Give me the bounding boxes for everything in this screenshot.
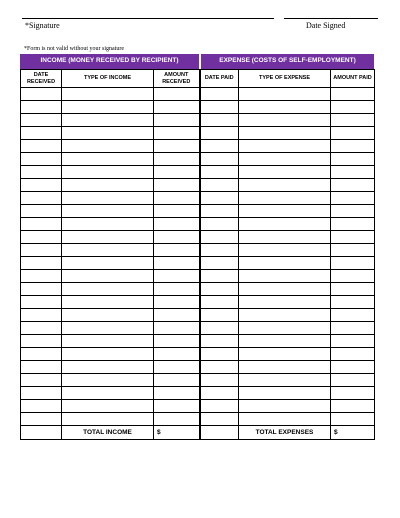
date-paid-cell[interactable]	[200, 244, 239, 257]
date-received-cell[interactable]	[21, 101, 62, 114]
amount-paid-cell[interactable]	[331, 192, 375, 205]
total-income-label: TOTAL INCOME	[62, 426, 154, 440]
amount-paid-cell[interactable]	[331, 179, 375, 192]
date-paid-cell[interactable]	[200, 361, 239, 374]
type-expense-cell[interactable]	[239, 296, 331, 309]
ledger-row	[21, 257, 375, 270]
amount-paid-cell[interactable]	[331, 101, 375, 114]
amount-received-cell[interactable]	[154, 140, 200, 153]
amount-received-cell[interactable]	[154, 387, 200, 400]
date-paid-cell[interactable]	[200, 179, 239, 192]
ledger-row	[21, 387, 375, 400]
type-expense-cell[interactable]	[239, 283, 331, 296]
date-paid-cell[interactable]	[200, 257, 239, 270]
date-paid-cell[interactable]	[200, 413, 239, 426]
date-received-cell[interactable]	[21, 296, 62, 309]
date-paid-cell[interactable]	[200, 153, 239, 166]
amount-paid-cell[interactable]	[331, 309, 375, 322]
ledger-row	[21, 400, 375, 413]
amount-paid-cell[interactable]	[331, 140, 375, 153]
type-income-cell[interactable]	[62, 218, 154, 231]
ledger-row	[21, 179, 375, 192]
date-paid-cell[interactable]	[200, 348, 239, 361]
ledger-row	[21, 192, 375, 205]
date-received-cell[interactable]	[21, 400, 62, 413]
type-expense-cell[interactable]	[239, 309, 331, 322]
date-paid-cell[interactable]	[200, 296, 239, 309]
amount-paid-cell[interactable]	[331, 322, 375, 335]
expense-section-header: EXPENSE (COSTS OF SELF-EMPLOYMENT)	[219, 57, 356, 64]
date-paid-cell[interactable]	[200, 127, 239, 140]
col-type-expense: TYPE OF EXPENSE	[239, 70, 331, 88]
amount-paid-cell[interactable]	[331, 127, 375, 140]
type-income-cell[interactable]	[62, 153, 154, 166]
amount-received-cell[interactable]	[154, 400, 200, 413]
date-received-cell[interactable]	[21, 127, 62, 140]
ledger-row	[21, 361, 375, 374]
col-type-income: TYPE OF INCOME	[62, 70, 154, 88]
date-received-cell[interactable]	[21, 270, 62, 283]
total-expenses-label: TOTAL EXPENSES	[239, 426, 331, 440]
amount-received-cell[interactable]	[154, 218, 200, 231]
type-income-cell[interactable]	[62, 231, 154, 244]
type-expense-cell[interactable]	[239, 127, 331, 140]
date-paid-cell[interactable]	[200, 309, 239, 322]
type-expense-cell[interactable]	[239, 335, 331, 348]
signature-line	[22, 18, 274, 19]
type-income-cell[interactable]	[62, 283, 154, 296]
amount-received-cell[interactable]	[154, 322, 200, 335]
col-date-received: DATE RECEIVED	[21, 70, 62, 88]
date-paid-cell[interactable]	[200, 88, 239, 101]
amount-paid-cell[interactable]	[331, 166, 375, 179]
totals-row	[21, 426, 375, 440]
amount-received-cell[interactable]	[154, 179, 200, 192]
type-income-cell[interactable]	[62, 88, 154, 101]
date-received-cell[interactable]	[21, 114, 62, 127]
ledger-row	[21, 283, 375, 296]
date-paid-cell[interactable]	[200, 101, 239, 114]
date-paid-cell[interactable]	[200, 114, 239, 127]
date-received-cell[interactable]	[21, 335, 62, 348]
col-amount-paid: AMOUNT PAID	[331, 70, 375, 88]
total-expenses-amount[interactable]: $	[331, 426, 375, 440]
ledger-row	[21, 101, 375, 114]
amount-received-cell[interactable]	[154, 283, 200, 296]
amount-paid-cell[interactable]	[331, 114, 375, 127]
amount-received-cell[interactable]	[154, 88, 200, 101]
date-paid-cell[interactable]	[200, 322, 239, 335]
ledger-row	[21, 88, 375, 101]
date-paid-cell[interactable]	[200, 205, 239, 218]
amount-paid-cell[interactable]	[331, 270, 375, 283]
ledger-row	[21, 218, 375, 231]
type-income-cell[interactable]	[62, 140, 154, 153]
amount-paid-cell[interactable]	[331, 413, 375, 426]
date-received-cell[interactable]	[21, 231, 62, 244]
date-received-cell[interactable]	[21, 361, 62, 374]
type-expense-cell[interactable]	[239, 400, 331, 413]
amount-received-cell[interactable]	[154, 166, 200, 179]
date-received-cell[interactable]	[21, 283, 62, 296]
type-income-cell[interactable]	[62, 413, 154, 426]
type-income-cell[interactable]	[62, 179, 154, 192]
type-expense-cell[interactable]	[239, 88, 331, 101]
type-income-cell[interactable]	[62, 335, 154, 348]
date-paid-cell[interactable]	[200, 166, 239, 179]
date-signed-label: Date Signed	[306, 21, 346, 30]
amount-received-cell[interactable]	[154, 257, 200, 270]
total-income-date-cell[interactable]	[21, 426, 62, 440]
amount-paid-cell[interactable]	[331, 244, 375, 257]
type-income-cell[interactable]	[62, 374, 154, 387]
amount-paid-cell[interactable]	[331, 283, 375, 296]
date-received-cell[interactable]	[21, 218, 62, 231]
date-paid-cell[interactable]	[200, 400, 239, 413]
type-income-cell[interactable]	[62, 205, 154, 218]
col-amount-received: AMOUNT RECEIVED	[154, 70, 200, 88]
type-income-cell[interactable]	[62, 400, 154, 413]
type-income-cell[interactable]	[62, 101, 154, 114]
type-income-cell[interactable]	[62, 361, 154, 374]
amount-paid-cell[interactable]	[331, 335, 375, 348]
type-expense-cell[interactable]	[239, 166, 331, 179]
type-income-cell[interactable]	[62, 322, 154, 335]
type-expense-cell[interactable]	[239, 205, 331, 218]
amount-received-cell[interactable]	[154, 192, 200, 205]
ledger-row	[21, 114, 375, 127]
type-expense-cell[interactable]	[239, 218, 331, 231]
section-header-bar	[20, 54, 374, 69]
amount-paid-cell[interactable]	[331, 374, 375, 387]
amount-paid-cell[interactable]	[331, 400, 375, 413]
type-expense-cell[interactable]	[239, 387, 331, 400]
amount-received-cell[interactable]	[154, 205, 200, 218]
ledger-row	[21, 322, 375, 335]
type-expense-cell[interactable]	[239, 244, 331, 257]
col-date-paid: DATE PAID	[200, 70, 239, 88]
amount-received-cell[interactable]	[154, 361, 200, 374]
type-expense-cell[interactable]	[239, 374, 331, 387]
ledger-row	[21, 205, 375, 218]
ledger-row	[21, 153, 375, 166]
amount-paid-cell[interactable]	[331, 231, 375, 244]
amount-received-cell[interactable]	[154, 127, 200, 140]
date-paid-cell[interactable]	[200, 218, 239, 231]
amount-received-cell[interactable]	[154, 153, 200, 166]
type-expense-cell[interactable]	[239, 114, 331, 127]
signature-label: *Signature	[25, 21, 60, 30]
amount-paid-cell[interactable]	[331, 361, 375, 374]
amount-paid-cell[interactable]	[331, 257, 375, 270]
date-paid-cell[interactable]	[200, 192, 239, 205]
date-received-cell[interactable]	[21, 140, 62, 153]
amount-received-cell[interactable]	[154, 374, 200, 387]
date-received-cell[interactable]	[21, 348, 62, 361]
type-income-cell[interactable]	[62, 309, 154, 322]
amount-received-cell[interactable]	[154, 231, 200, 244]
type-expense-cell[interactable]	[239, 413, 331, 426]
date-paid-cell[interactable]	[200, 283, 239, 296]
type-income-cell[interactable]	[62, 296, 154, 309]
ledger-row	[21, 309, 375, 322]
date-received-cell[interactable]	[21, 413, 62, 426]
type-income-cell[interactable]	[62, 192, 154, 205]
amount-received-cell[interactable]	[154, 348, 200, 361]
type-expense-cell[interactable]	[239, 361, 331, 374]
date-received-cell[interactable]	[21, 192, 62, 205]
amount-received-cell[interactable]	[154, 114, 200, 127]
type-income-cell[interactable]	[62, 387, 154, 400]
type-income-cell[interactable]	[62, 270, 154, 283]
ledger-row	[21, 244, 375, 257]
date-received-cell[interactable]	[21, 322, 62, 335]
amount-paid-cell[interactable]	[331, 153, 375, 166]
date-signed-line	[284, 18, 378, 19]
total-income-amount[interactable]: $	[154, 426, 200, 440]
column-header-row	[21, 70, 375, 88]
date-received-cell[interactable]	[21, 257, 62, 270]
date-received-cell[interactable]	[21, 309, 62, 322]
ledger-row	[21, 296, 375, 309]
amount-paid-cell[interactable]	[331, 296, 375, 309]
date-received-cell[interactable]	[21, 374, 62, 387]
type-expense-cell[interactable]	[239, 270, 331, 283]
type-expense-cell[interactable]	[239, 231, 331, 244]
date-received-cell[interactable]	[21, 88, 62, 101]
date-received-cell[interactable]	[21, 179, 62, 192]
type-income-cell[interactable]	[62, 244, 154, 257]
ledger-row	[21, 413, 375, 426]
type-expense-cell[interactable]	[239, 257, 331, 270]
type-expense-cell[interactable]	[239, 101, 331, 114]
type-income-cell[interactable]	[62, 348, 154, 361]
date-paid-cell[interactable]	[200, 387, 239, 400]
amount-received-cell[interactable]	[154, 296, 200, 309]
date-received-cell[interactable]	[21, 244, 62, 257]
type-expense-cell[interactable]	[239, 153, 331, 166]
amount-received-cell[interactable]	[154, 270, 200, 283]
ledger-row	[21, 127, 375, 140]
ledger-row	[21, 374, 375, 387]
date-paid-cell[interactable]	[200, 231, 239, 244]
ledger-grid	[20, 69, 375, 440]
date-received-cell[interactable]	[21, 153, 62, 166]
ledger-row	[21, 166, 375, 179]
amount-paid-cell[interactable]	[331, 205, 375, 218]
type-income-cell[interactable]	[62, 127, 154, 140]
total-expense-date-cell[interactable]	[200, 426, 239, 440]
amount-paid-cell[interactable]	[331, 387, 375, 400]
type-expense-cell[interactable]	[239, 179, 331, 192]
ledger-row	[21, 270, 375, 283]
amount-received-cell[interactable]	[154, 244, 200, 257]
amount-paid-cell[interactable]	[331, 218, 375, 231]
type-expense-cell[interactable]	[239, 322, 331, 335]
type-income-cell[interactable]	[62, 114, 154, 127]
date-paid-cell[interactable]	[200, 335, 239, 348]
amount-paid-cell[interactable]	[331, 348, 375, 361]
type-income-cell[interactable]	[62, 257, 154, 270]
type-expense-cell[interactable]	[239, 192, 331, 205]
amount-received-cell[interactable]	[154, 335, 200, 348]
date-received-cell[interactable]	[21, 387, 62, 400]
date-received-cell[interactable]	[21, 166, 62, 179]
type-income-cell[interactable]	[62, 166, 154, 179]
amount-received-cell[interactable]	[154, 309, 200, 322]
date-paid-cell[interactable]	[200, 270, 239, 283]
ledger-row	[21, 140, 375, 153]
ledger-row	[21, 231, 375, 244]
ledger-row	[21, 335, 375, 348]
amount-received-cell[interactable]	[154, 413, 200, 426]
signature-note: *Form is not valid without your signature	[24, 46, 124, 52]
income-section-header: INCOME (MONEY RECEIVED BY RECIPIENT)	[40, 57, 179, 64]
ledger-row	[21, 348, 375, 361]
ledger-table	[20, 54, 374, 440]
amount-received-cell[interactable]	[154, 101, 200, 114]
type-expense-cell[interactable]	[239, 140, 331, 153]
amount-paid-cell[interactable]	[331, 88, 375, 101]
date-received-cell[interactable]	[21, 205, 62, 218]
date-paid-cell[interactable]	[200, 374, 239, 387]
date-paid-cell[interactable]	[200, 140, 239, 153]
type-expense-cell[interactable]	[239, 348, 331, 361]
